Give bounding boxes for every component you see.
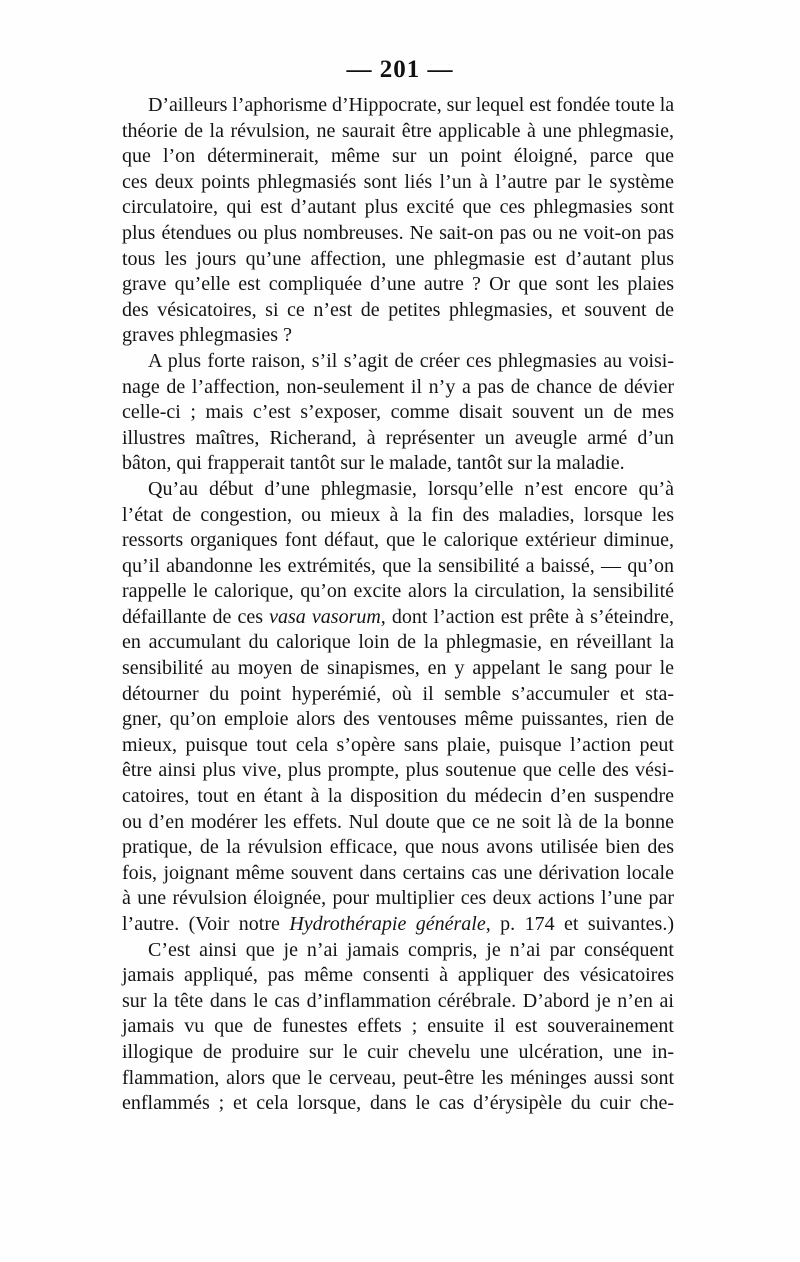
text-line: graves phlegmasies ?	[122, 324, 292, 347]
italic-title: Hydrothérapie générale	[289, 913, 486, 935]
text-line: jamais appliqué, pas même consenti à appliquer des vésicatoires	[122, 964, 674, 987]
text-line: celle-ci ; mais c’est s’exposer, comme disait souvent un de mes	[122, 401, 674, 424]
text-line: des vésicatoires, si ce n’est de petites phlegmasies, et souvent de	[122, 298, 674, 321]
text-line: que l’on déterminerait, même sur un point éloigné, parce que	[122, 145, 674, 168]
italic-title: vasa vasorum	[269, 605, 381, 628]
text-line: C’est ainsi que je n’ai jamais compris, je n’ai par conséquent	[148, 938, 674, 961]
text-line: circulatoire, qui est d’autant plus excité que ces phlegmasies sont	[122, 196, 674, 219]
text-line: D’ailleurs l’aphorisme d’Hippocrate, sur lequel est fondée toute la	[148, 94, 675, 116]
text-line: rappelle le calorique, qu’on excite alors la circulation, la sensibilité	[122, 580, 674, 603]
text-line: grave qu’elle est compliquée d’une autre ? Or que sont les plaies	[122, 273, 674, 296]
text-line: bâton, qui frapperait tantôt sur le malade, tantôt sur la maladie.	[122, 452, 625, 475]
text-run: , dont l’action est prête à s’éteindre,	[380, 605, 674, 628]
text-line: catoires, tout en étant à la disposition du médecin d’en suspendre	[122, 785, 674, 808]
text-line: qu’il abandonne les extrémités, que la sensibilité a baissé, — qu’on	[122, 554, 674, 577]
text-line: tous les jours qu’une affection, une phlegmasie est d’autant plus	[122, 247, 674, 270]
text-line: fois, joignant même souvent dans certains cas une dérivation locale	[122, 861, 674, 884]
text-line: mieux, puisque tout cela s’opère sans plaie, puisque l’action peut	[122, 733, 674, 756]
body-text	[122, 93, 674, 1117]
text-line: plus étendues ou plus nombreuses. Ne sait-on pas ou ne voit-on pas	[122, 221, 674, 244]
text-line: gner, qu’on emploie alors des ventouses même puissantes, rien de	[122, 708, 674, 731]
text-line: être ainsi plus vive, plus prompte, plus soutenue que celle des vési-	[122, 759, 674, 782]
text-line: enflammés ; et cela lorsque, dans le cas d’érysipèle du cuir che-	[122, 1092, 674, 1115]
text-line: détourner du point hyperémié, où il semble s’accumuler et sta-	[122, 682, 674, 705]
text-line: l’état de congestion, ou mieux à la fin des maladies, lorsque les	[122, 503, 674, 526]
text-line: A plus forte raison, s’il s’agit de créer ces phlegmasies au voisi-	[148, 349, 674, 372]
text-line: ou d’en modérer les effets. Nul doute que ce ne soit là de la bonne	[122, 810, 674, 833]
text-line: sur la tête dans le cas d’inflammation cérébrale. D’abord je n’en ai	[122, 989, 674, 1012]
text-line: en accumulant du calorique loin de la phlegmasie, en réveillant la	[122, 631, 674, 654]
text-line: jamais vu que de funestes effets ; ensuite il est souverainement	[122, 1015, 674, 1038]
text-line: illustres maîtres, Richerand, à représenter un aveugle armé d’un	[122, 426, 674, 449]
text-line	[122, 912, 674, 938]
text-line: flammation, alors que le cerveau, peut-être les méninges aussi sont	[122, 1066, 674, 1089]
text-line: pratique, de la révulsion efficace, que nous avons utilisée bien des	[122, 836, 674, 859]
text-line: illogique de produire sur le cuir chevelu une ulcération, une in-	[122, 1040, 674, 1063]
text-line: Qu’au début d’une phlegmasie, lorsqu’elle n’est encore qu’à	[148, 477, 674, 500]
text-run: l’autre. (Voir notre	[122, 913, 290, 935]
text-line: ces deux points phlegmasiés sont liés l’un à l’autre par le système	[122, 170, 674, 193]
text-line	[122, 605, 674, 631]
text-run: , p. 174 et suivantes.)	[485, 913, 675, 935]
page-number: — 201 —	[346, 56, 454, 83]
text-line: sensibilité au moyen de sinapismes, en y appelant le sang pour le	[122, 657, 674, 680]
text-run: défaillante de ces	[122, 605, 270, 628]
text-line: théorie de la révulsion, ne saurait être applicable à une phlegmasie,	[122, 119, 674, 142]
text-line: nage de l’affection, non-seulement il n’y a pas de chance de dévier	[122, 375, 674, 398]
text-line: à une révulsion éloignée, pour multiplier ces deux actions l’une par	[122, 887, 674, 910]
text-line: ressorts organiques font défaut, que le calorique extérieur diminue,	[122, 529, 674, 552]
